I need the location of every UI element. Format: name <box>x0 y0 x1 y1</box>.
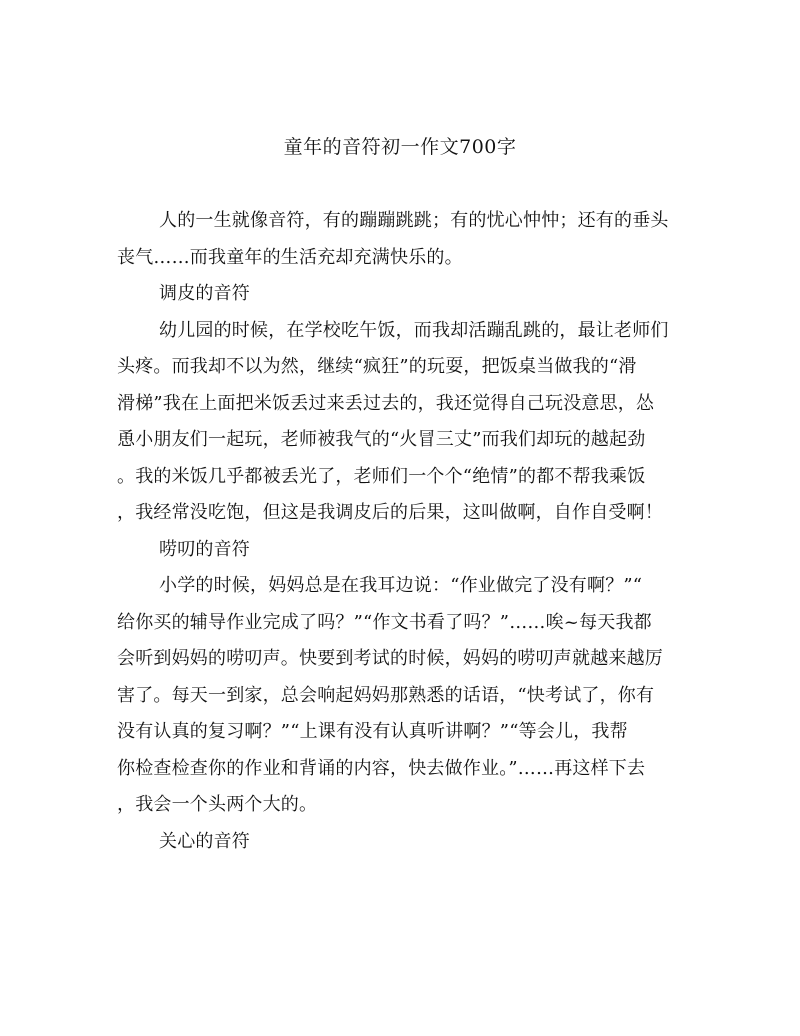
text-line: 。我的米饭几乎都被丢光了，老师们一个个“绝情”的都不帮我乘饭 <box>117 465 646 487</box>
text-line: 恿小朋友们一起玩，老师被我气的“火冒三丈”而我们却玩的越起劲 <box>117 429 646 450</box>
text-line: 唠叨的音符 <box>159 538 250 560</box>
text-line: ，我会一个头两个大的。 <box>117 794 318 815</box>
text-line: 害了。每天一到家，总会响起妈妈那熟悉的话语，“快考试了，你有 <box>117 684 655 706</box>
text-line: 会听到妈妈的唠叨声。快要到考试的时候，妈妈的唠叨声就越来越厉 <box>117 648 663 669</box>
text-line: 丧气……而我童年的生活充却充满快乐的。 <box>117 246 463 268</box>
document-title: 童年的音符初一作文700字 <box>283 136 517 158</box>
text-line: ，我经常没吃饱，但这是我调皮后的后果，这叫做啊，自作自受啊！ <box>117 502 663 523</box>
text-line: 头疼。而我却不以为然，继续“疯狂”的玩耍，把饭桌当做我的“滑 <box>117 356 637 377</box>
text-line: 滑梯”我在上面把米饭丢过来丢过去的，我还觉得自己玩没意思，怂 <box>117 392 655 414</box>
text-line: 没有认真的复习啊？”“上课有没有认真听讲啊？”“等会儿，我帮 <box>117 721 628 742</box>
text-line: 幼儿园的时候，在学校吃午饭，而我却活蹦乱跳的，最让老师们 <box>159 319 669 341</box>
text-line: 小学的时候，妈妈总是在我耳边说：“作业做完了没有啊？”“ <box>159 575 643 596</box>
text-line: 给你买的辅导作业完成了吗？”“作文书看了吗？”……唉~每天我都 <box>117 611 652 633</box>
text-line: 调皮的音符 <box>159 283 250 304</box>
text-line: 关心的音符 <box>159 830 250 852</box>
text-line: 你检查检查你的作业和背诵的内容，快去做作业。”……再这样下去 <box>117 757 646 779</box>
text-line: 人的一生就像音符，有的蹦蹦跳跳；有的忧心忡忡；还有的垂头 <box>159 210 669 231</box>
document-body <box>117 203 685 860</box>
